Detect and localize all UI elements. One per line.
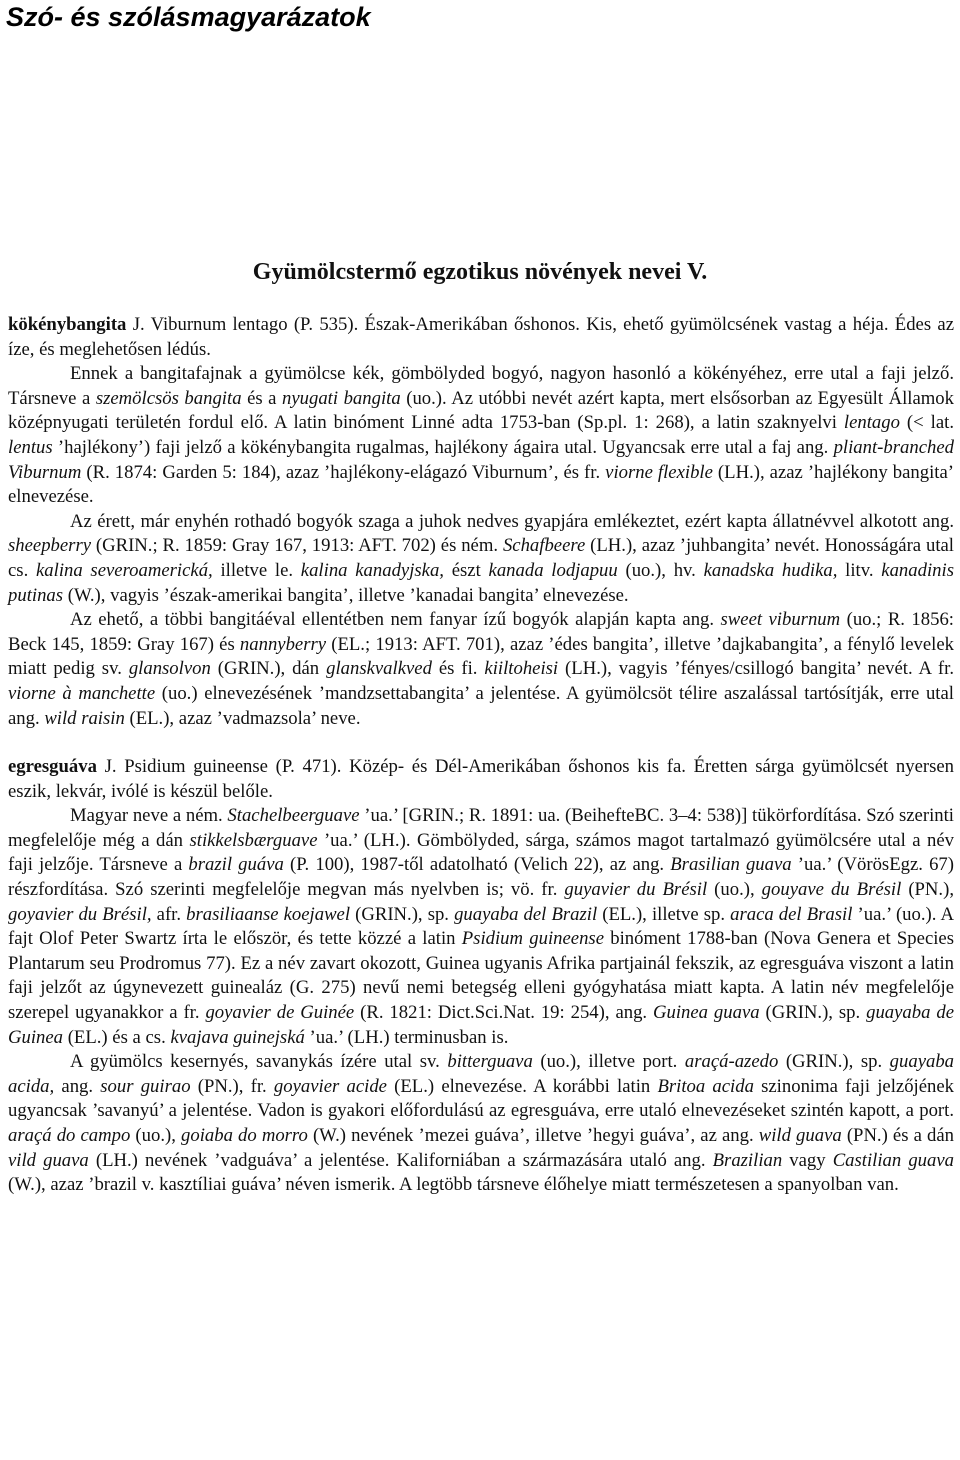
text-run: és a: [241, 387, 282, 409]
italic-term: nyugati bangita: [282, 387, 401, 409]
italic-term: guayaba de Guinea: [8, 1002, 954, 1048]
italic-term: Britoa acida: [657, 1075, 754, 1097]
italic-term: glanskvalkved: [326, 658, 432, 680]
body-paragraph: [8, 804, 954, 1050]
text-run: ’ua.’ [GRIN.; R. 1891: ua. (BeihefteBC. 3–4: 538)] tükörfordítása. Szó szerinti megfelelője még a dán: [8, 805, 954, 851]
headword: kökénybangita: [8, 314, 127, 335]
text-run: A gyümölcs kesernyés, savanykás ízére utal sv.: [70, 1051, 448, 1073]
italic-term: guayaba acida,: [8, 1051, 955, 1097]
text-run: (GRIN.), sp.: [350, 903, 455, 925]
italic-term: kalina kanadyjska,: [300, 559, 444, 581]
italic-term: araçá do campo: [8, 1125, 131, 1146]
text-run: (PN.) és a dán: [841, 1125, 954, 1146]
text-run: ’ua.’ (LH.). Gömbölyded, sárga, számos magot tartalmazó gyümölcsére utal a név faji jelzője. Társneve a: [8, 829, 954, 876]
text-run: illetve le.: [212, 559, 301, 581]
text-run: Magyar neve a ném.: [70, 805, 228, 827]
italic-term: wild guava: [758, 1125, 842, 1146]
article-title: Gyümölcstermő egzotikus növények nevei V.: [252, 259, 708, 285]
text-run: Az ehető, a többi bangitáéval ellentétben nem fanyar ízű bogyók alapján kapta ang.: [70, 609, 721, 631]
italic-term: Brazilian: [712, 1149, 783, 1171]
text-run: (uo.), illetve port.: [532, 1051, 685, 1073]
italic-term: stikkelsbærguave: [189, 829, 318, 851]
italic-term: araçá-azedo: [684, 1051, 779, 1073]
italic-term: Guinea guava: [653, 1002, 760, 1024]
italic-term: Castilian guava: [832, 1149, 954, 1171]
text-run: (uo.) elnevezésének ’mandzsettabangita’ a jelentése. A gyümölcsöt télire aszalással tartósítják, erre utal ang.: [8, 682, 954, 729]
text-run: (GRIN.), sp.: [759, 1002, 867, 1024]
text-run: Az érett, már enyhén rothadó bogyók szaga a juhok nedves gyapjára emlékeztet, ezért kapta állatnévvel alkotott ang.: [70, 510, 954, 532]
text-run: ang.: [54, 1075, 101, 1097]
section-title: Szó- és szólásmagyarázatok: [6, 2, 371, 32]
italic-term: wild raisin: [44, 707, 125, 729]
italic-term: nannyberry: [239, 633, 327, 655]
text-run: J. Psidium guineense (P. 471). Közép- és Dél-Amerikában őshonos kis fa. Éretten sárga gyümölcsét nyersen eszik, lekvár, ivólé is készül belőle.: [8, 756, 954, 802]
italic-term: kanada lodjapuu: [488, 559, 618, 581]
text-run: (EL.; 1913: AFT. 701), azaz ’édes bangita’, illetve ’dajkabangita’, a fénylő levelek miatt pedig sv.: [8, 633, 954, 680]
italic-term: pliant-branched Viburnum: [8, 436, 954, 483]
text-run: (GRIN.), dán: [210, 658, 327, 680]
text-run: és fi.: [431, 658, 485, 680]
text-run: (uo.; R. 1856: Beck 145, 1859: Gray 167) és: [8, 609, 954, 655]
italic-term: goyavier de Guinée: [205, 1002, 355, 1024]
text-run: (EL.) elnevezése. A korábbi latin: [386, 1075, 658, 1097]
italic-term: goyavier du Brésil,: [8, 903, 152, 925]
text-run: (W.) nevének ’mezei guáva’, illetve ’hegyi guáva’, az ang.: [307, 1125, 759, 1146]
text-run: (P. 100), 1987-től adatolható (Velich 22), az ang.: [283, 854, 671, 876]
text-run: ’ua.’ (uo.). A fajt Olof Peter Swartz írta le először, és tette közzé a latin: [8, 903, 954, 950]
body-paragraph: [8, 1050, 954, 1198]
text-run: ’ua.’ (LH.) terminusban is.: [304, 1026, 509, 1048]
text-run: (uo.),: [707, 879, 762, 901]
italic-term: Brasilian guava: [670, 854, 792, 876]
text-run: (R. 1874: Garden 5: 184), azaz ’hajlékony-elágazó Viburnum’, és fr.: [81, 461, 606, 483]
text-run: (EL.), illetve sp.: [597, 903, 731, 925]
italic-term: guyavier du Brésil: [564, 879, 708, 901]
text-run: litv.: [837, 559, 882, 581]
text-run: J. Viburnum lentago (P. 535). Észak-Amerikában őshonos. Kis, ehető gyümölcsének vastag a héja. Édes az íze, és meglehetősen lédús.: [8, 314, 954, 360]
article-body: [8, 313, 954, 1198]
italic-term: bitterguava: [447, 1051, 533, 1073]
text-run: (LH.), azaz ’hajlékony bangita’ elnevezése.: [8, 461, 954, 508]
text-run: (< lat.: [899, 412, 954, 434]
italic-term: kanadinis putinas: [8, 559, 954, 606]
italic-term: kanadska hudika,: [703, 559, 838, 581]
italic-term: sweet viburnum: [720, 609, 841, 631]
text-run: (PN.),: [901, 879, 954, 901]
italic-term: guayaba del Brazil: [454, 903, 598, 925]
italic-term: lentago: [843, 412, 900, 434]
body-paragraph: [8, 608, 954, 731]
text-run: (W.), vagyis ’észak-amerikai bangita’, illetve ’kanadai bangita’ elnevezése.: [63, 584, 629, 606]
italic-term: brazil guáva: [188, 854, 284, 876]
text-run: észt: [443, 559, 489, 581]
italic-term: sour guirao: [100, 1075, 191, 1097]
italic-term: lentus: [8, 436, 53, 458]
text-run: (GRIN.), sp.: [778, 1051, 890, 1073]
italic-term: Schafbeere: [502, 535, 586, 557]
body-paragraph: [8, 510, 954, 608]
italic-term: sheepberry: [8, 535, 92, 557]
text-run: afr.: [151, 903, 187, 925]
text-run: (uo.),: [130, 1125, 182, 1146]
italic-term: gouyave du Brésil: [761, 879, 902, 901]
text-run: vagy: [782, 1149, 833, 1171]
text-run: (R. 1821: Dict.Sci.Nat. 19: 254), ang.: [354, 1002, 654, 1024]
text-run: (uo.). Az utóbbi nevét azért kapta, mert elsősorban az Egyesült Államok középnyugati területén fordul elő. A latin binóment Linné adta 1753-ban (Sp.pl. 1: 268), a latin szaknyelvi: [8, 387, 954, 434]
text-run: (GRIN.; R. 1859: Gray 167, 1913: AFT. 702) és ném.: [91, 535, 503, 557]
italic-term: kiiltoheisi: [484, 658, 559, 680]
text-run: szinonima faji jelzőjének ugyancsak ’savanyú’ a jelentése. Vadon is gyakori előfordulású az egresguáva, erre utaló elnevezéseket szintén kapott, a port.: [8, 1075, 955, 1122]
text-run: Ennek a bangitafajnak a gyümölcse kék, gömbölyded bogyó, nagyon hasonló a kökényéhez, erre utal a faji jelző. Társneve a: [8, 363, 954, 409]
headword: egresguáva: [8, 756, 97, 778]
italic-term: brasiliaanse koejawel: [186, 903, 351, 925]
text-run: (LH.) nevének ’vadguáva’ a jelentése. Kaliforniában a származására utaló ang.: [88, 1149, 713, 1171]
text-run: ’ua.’ (VörösEgz. 67) részfordítása. Szó szerinti megfelelője megvan más nyelvben is; vö. fr.: [8, 854, 954, 901]
italic-term: goyavier acide: [273, 1075, 387, 1097]
text-run: ’hajlékony’) faji jelző a kökénybangita rugalmas, hajlékony ágaira utal. Ugyancsak erre utal a faj ang.: [52, 436, 834, 458]
italic-term: goiaba do morro: [181, 1125, 308, 1146]
italic-term: araca del Brasil: [730, 903, 853, 925]
text-run: (PN.), fr.: [190, 1075, 274, 1097]
italic-term: Psidium guineense: [461, 928, 604, 950]
italic-term: kalina severoamerická,: [35, 559, 213, 581]
italic-term: vild guava: [8, 1149, 89, 1171]
italic-term: viorne à manchette: [8, 682, 156, 704]
text-run: binóment 1788-ban (Nova Genera et Species Plantarum seu Prodromus 77). Ez a név zavart okozott, Guinea ugyanis Afrika partjainál fekszik, az egresguáva viszont a latin faji jelzőt az úgynevezett guinealáz (G. 275) nevű nemi betegség elleni gyógyhatása miatt kapta. A latin név megfelelője szerepel ugyanakkor a fr.: [8, 928, 954, 1024]
italic-term: szemölcsös bangita: [95, 387, 242, 409]
text-run: (uo.), hv.: [617, 559, 704, 581]
entry-paragraph: [8, 313, 954, 362]
italic-term: Stachelbeerguave: [227, 805, 360, 827]
text-run: (EL.) és a cs.: [63, 1026, 171, 1048]
italic-term: viorne flexible: [605, 461, 713, 483]
body-paragraph: [8, 362, 954, 510]
text-run: (EL.), azaz ’vadmazsola’ neve.: [124, 707, 361, 729]
text-run: (LH.), azaz ’juhbangita’ nevét. Honosságára utal cs.: [8, 535, 954, 581]
italic-term: glansolvon: [128, 658, 211, 680]
text-run: (LH.), vagyis ’fényes/csillogó bangita’ nevét. A fr.: [558, 658, 955, 680]
text-run: (W.), azaz ’brazil v. kasztíliai guáva’ néven ismerik. A legtöbb társneve élőhelye miatt természetesen a spanyolban van.: [8, 1174, 899, 1196]
italic-term: kvajava guinejská: [170, 1026, 305, 1048]
entry-paragraph: [8, 755, 954, 804]
